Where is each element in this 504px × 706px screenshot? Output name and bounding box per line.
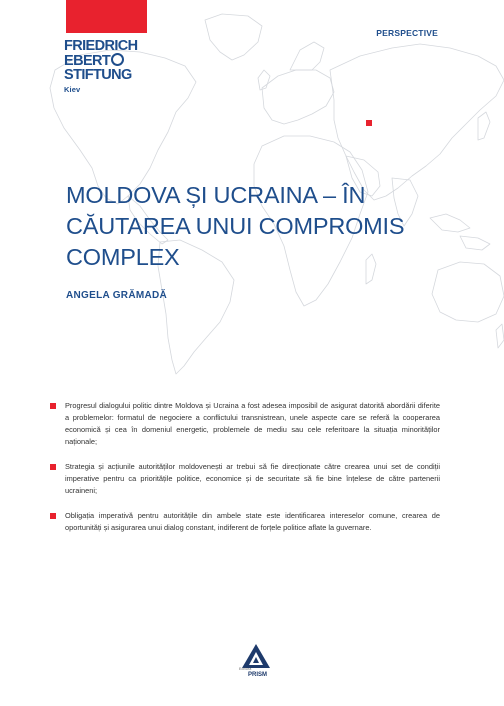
series-label: PERSPECTIVE [376, 28, 438, 38]
logo-circle-icon [111, 53, 124, 66]
red-square-bullet-icon [50, 403, 56, 409]
logo-line-2-text: EBERT [64, 53, 111, 69]
publisher-logo [236, 642, 276, 682]
document-title [66, 180, 456, 273]
bullet-text: Obligația imperativă pentru autoritățile din ambele state este identificarea intereselor comune, crearea de oportunități și asigurarea unui dialog constant, indiferent de forțele politice aflate la guvernare. [65, 511, 440, 532]
title-line-3: COMPLEX [66, 244, 180, 270]
bullet-item [50, 461, 440, 497]
publisher-name: PRISM [248, 672, 268, 678]
bullet-text: Progresul dialogului politic dintre Moldova și Ucraina a fost adesea imposibil de asigurat datorită abordării diferite a problemelor: formatul de negociere a conflictului transnistrean, unele aspecte care se referă la cooperarea economică și cea în domeniul energetic, problemele de mediu sau cele referitoare la situația minorităților naționale; [65, 401, 440, 446]
fes-logo [64, 39, 154, 94]
logo-line-1: FRIEDRICH [64, 38, 138, 54]
red-square-bullet-icon [50, 513, 56, 519]
bullet-text: Strategia și acțiunile autorităților moldovenești ar trebui să fie direcționate către crearea unui set de condiții imperative pentru ca prioritățile politice, economice și de securitate să fie bine înțelese de către partenerii ucraineni; [65, 462, 440, 495]
logo-line-2 [64, 53, 154, 68]
logo-line-3: STIFTUNG [64, 67, 132, 83]
title-line-1: MOLDOVA ȘI UCRAINA – ÎN [66, 182, 366, 208]
bullet-item [50, 510, 440, 534]
summary-bullet-list [50, 400, 440, 547]
title-line-2: CĂUTAREA UNUI COMPROMIS [66, 213, 405, 239]
map-marker-square [366, 120, 372, 126]
publisher-small-label: Editura [239, 667, 252, 671]
logo-city: Kiev [64, 85, 81, 94]
red-square-bullet-icon [50, 464, 56, 470]
bullet-item [50, 400, 440, 448]
author-name: ANGELA GRĂMADĂ [66, 290, 168, 301]
